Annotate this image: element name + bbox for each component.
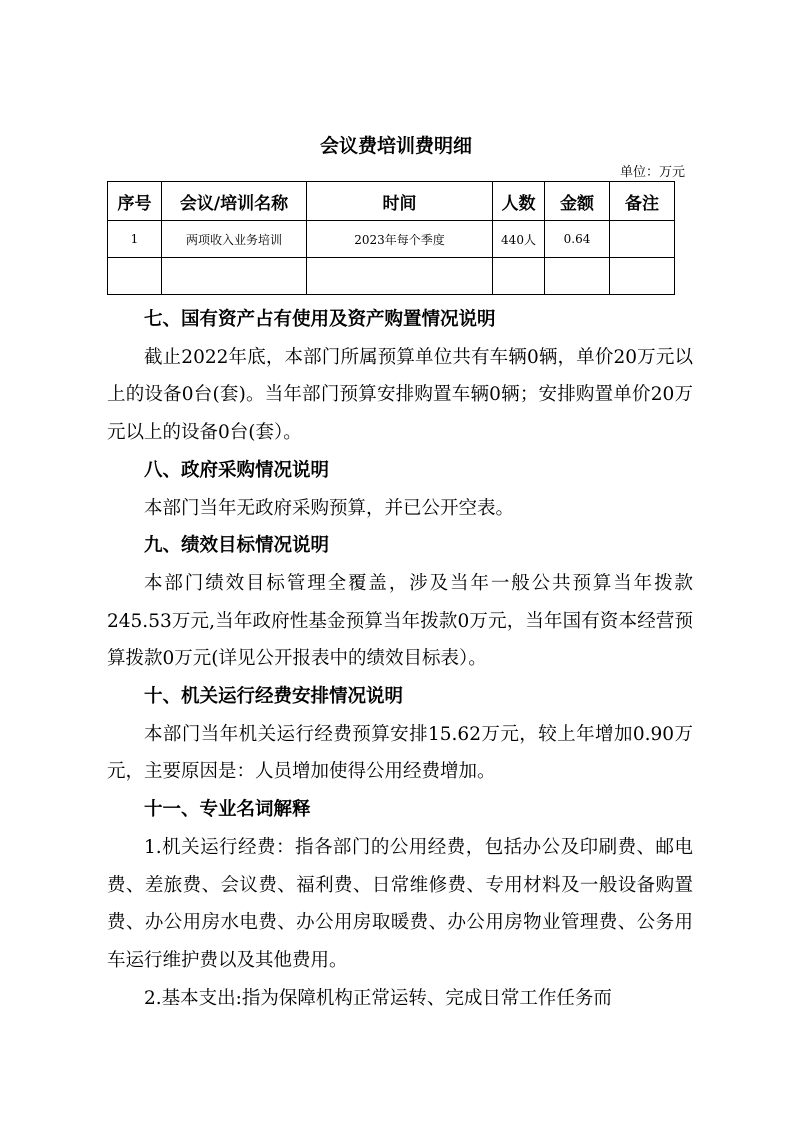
glossary-item: 2.基本支出:指为保障机构正常运转、完成日常工作任务而: [144, 987, 612, 1009]
cell-note: [610, 258, 675, 295]
col-header-count: 人数: [493, 182, 545, 221]
section-heading-procurement: 八、政府采购情况说明: [144, 459, 330, 481]
col-header-time: 时间: [307, 182, 493, 221]
section-heading-glossary: 十一、专业名词解释: [144, 799, 311, 821]
cell-name: 两项收入业务培训: [162, 221, 307, 258]
unit-label: 单位：万元: [619, 165, 685, 180]
cell-time: [307, 258, 493, 295]
section-paragraph-procurement: 本部门当年无政府采购预算，并已公开空表。: [144, 497, 515, 519]
section-heading-operating-expenses: 十、机关运行经费安排情况说明: [144, 686, 404, 708]
section-paragraph-operating-expenses: 本部门当年机关运行经费预算安排15.62万元，较上年增加0.90万元，主要原因是：人员增加使得公用经费增加。: [107, 723, 693, 783]
cell-index: [108, 258, 162, 295]
cell-note: [610, 221, 675, 258]
table-row: [108, 221, 675, 258]
cell-amount: 0.64: [545, 221, 610, 258]
table-row: [108, 258, 675, 295]
cell-time: 2023年每个季度: [307, 221, 493, 258]
cell-count: 440人: [493, 221, 545, 258]
document-body: [107, 301, 693, 1017]
page-title: 会议费培训费明细: [319, 135, 472, 157]
section-paragraph-performance: 本部门绩效目标管理全覆盖，涉及当年一般公共预算当年拨款245.53万元,当年政府性基金预算当年拨款0万元，当年国有资本经营预算拨款0万元(详见公开报表中的绩效目标表）。: [107, 572, 693, 670]
col-header-name: 会议/培训名称: [162, 182, 307, 221]
cell-amount: [545, 258, 610, 295]
section-paragraph-assets: 截止2022年底，本部门所属预算单位共有车辆0辆，单价20万元以上的设备0台(套)。当年部门预算安排购置车辆0辆；安排购置单价20万元以上的设备0台(套）。: [107, 346, 693, 444]
col-header-amount: 金额: [545, 182, 610, 221]
col-header-note: 备注: [610, 182, 675, 221]
section-heading-assets: 七、国有资产占有使用及资产购置情况说明: [144, 309, 496, 330]
cell-name: [162, 258, 307, 295]
section-heading-performance: 九、绩效目标情况说明: [144, 535, 330, 557]
cell-index: 1: [108, 221, 162, 258]
col-header-index: 序号: [108, 182, 162, 221]
table-header-row: [108, 182, 675, 221]
cell-count: [493, 258, 545, 295]
glossary-item: 1.机关运行经费：指各部门的公用经费，包括办公及印刷费、邮电费、差旅费、会议费、福利费、日常维修费、专用材料及一般设备购置费、办公用房水电费、办公用房取暖费、办公用房物业管理费、公务用车运行维护费以及其他费用。: [107, 836, 693, 971]
meeting-training-fee-table: [107, 181, 675, 295]
